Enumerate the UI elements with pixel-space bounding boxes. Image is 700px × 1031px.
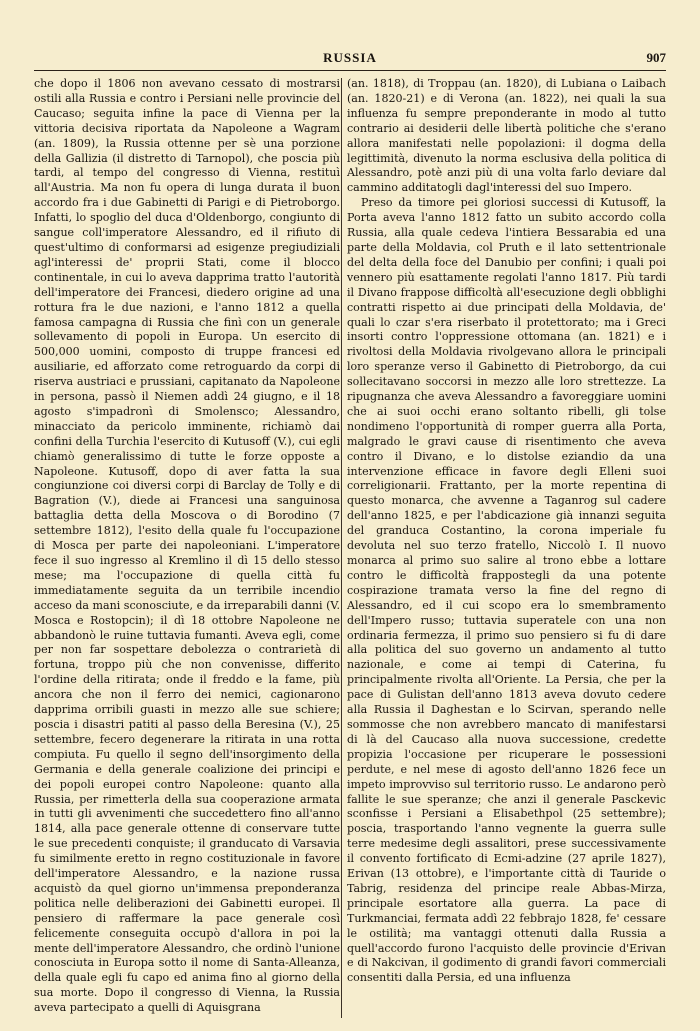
right-paragraph-1: (an. 1818), di Troppau (an. 1820), di Lubiana o Laibach (an. 1820-21) e di Verona (an. 1822), nei quali la sua influenza fu sempre preponderante in modo al tutto contrario ai desiderii delle libertà politiche che s'erano allora manifestati nelle popolazioni: il dogma della legittimità, divenuto la norma esclusiva della politica di Alessandro, potè anzi più di una volta farlo deviare dal cammino additatogli dagl'interessi del suo Impero.: [347, 77, 666, 195]
running-head: RUSSIA: [323, 50, 377, 65]
left-paragraph-1: che dopo il 1806 non avevano cessato di mostrarsi ostili alla Russia e contro i Persiani nelle provincie del Caucaso; seguita infine la pace di Vienna per la vittoria decisiva riportata da Napoleone a Wagram (an. 1809), la Russia ottenne per sè una porzione della Gallizia (il distretto di Tarnopol), che poscia più tardi, al tempo del congresso di Vienna, restituì all'Austria. Ma non fu opera di lunga durata il buon accordo fra i due Gabinetti di Parigi e di Pietroborgo. Infatti, lo spoglio del duca d'Oldenborgo, congiunto di sangue coll'imperatore Alessandro, ed il rifiuto di quest'ultimo di conformarsi ad esigenze pregiudiziali agl'interessi de' proprii Stati, come il blocco continentale, in cui lo aveva dapprima tratto l'autorità dell'imperatore dei Francesi, diedero origine ad una rottura fra le due nazioni, e l'anno 1812 a quella famosa campagna di Russia che finì con un generale sollevamento di popoli in Europa. Un esercito di 500,000 uomini, composto di truppe francesi ed ausiliarie, ed afforzato come retroguardo da corpi di riserva austriaci e prussiani, capitanato da Napoleone in persona, passò il Niemen addì 24 giugno, e il 18 agosto s'impadronì di Smolensco; Alessandro, minacciato da pericolo imminente, richiamò dai confini della Turchia l'esercito di Kutusoff (V.), cui egli chiamò generalissimo di tutte le forze opposte a Napoleone. Kutusoff, dopo di aver fatta la sua congiunzione coi diversi corpi di Barclay de Tolly e di Bagration (V.), diede ai Francesi una sanguinosa battaglia detta della Moscova o di Borodino (7 settembre 1812), l'esito della quale fu l'occupazione di Mosca per parte dei napoleoniani. L'imperatore fece il suo ingresso al Kremlino il dì 15 dello stesso mese; ma l'occupazione di quella città fu immediatamente seguita da un terribile incendio acceso da mani sconosciute, e da irreparabili danni (V. Mosca e Rostopcin); il dì 18 ottobre Napoleone ne abbandonò le ruine tuttavia fumanti. Aveva egli, come per non far sospettare debolezza o contrarietà di fortuna, troppo più che non convenisse, differito l'ordine della ritirata; onde il freddo e la fame, più ancora che non il ferro dei nemici, cagionarono dapprima orribili guasti in mezzo alle sue schiere; poscia i disastri patiti al passo della Beresina (V.), 25 settembre, fecero degenerare la ritirata in una rotta compiuta. Fu quello il segno dell'insorgimento della Germania e della generale coalizione dei principi e dei popoli europei contro Napoleone: quanto alla Russia, per rimetterla della sua cooperazione armata in tutti gli avvenimenti che succedettero fino all'anno 1814, alla pace generale ottenne di conservare tutte le sue precedenti conquiste; il granducato di Varsavia fu similmente eretto in regno costituzionale in favore dell'imperatore Alessandro, e la nazione russa acquistò da quel giorno un'immensa preponderanza politica nelle deliberazioni dei Gabinetti europei. Il pensiero di raffermare la pace generale così felicemente conseguita occupò d'allora in poi la mente dell'imperatore Alessandro, che ordinò l'unione conosciuta in Europa sotto il nome di Santa-Alleanza, della quale egli fu capo ed anima fino al giorno della sua morte. Dopo il congresso di Vienna, la Russia aveva partecipato a quelli di Aquisgrana: [34, 77, 340, 1015]
column-divider: [341, 78, 342, 1018]
page-number: 907: [646, 50, 666, 65]
right-column: [347, 77, 666, 986]
page-header: [34, 48, 666, 68]
right-paragraph-2: Preso da timore pei gloriosi successi di Kutusoff, la Porta aveva l'anno 1812 fatto un subito accordo colla Russia, alla quale cedeva l'intiera Bessarabia ed una parte della Moldavia, col Pruth e il lato settentrionale del delta della foce del Danubio per confini; i quali poi vennero più esattamente regolati l'anno 1817. Più tardi il Divano frappose difficoltà all'esecuzione degli obblighi contratti rispetto ai due principati della Moldavia, de' quali lo czar s'era riserbato il protettorato; ma i Greci insorti contro l'oppressione ottomana (an. 1821) e i rivoltosi della Moldavia rivolgevano allora le principali loro speranze verso il Gabinetto di Pietroborgo, da cui sollecitavano soccorsi in mezzo alle loro strettezze. La ripugnanza che aveva Alessandro a favoreggiare uomini che ai suoi occhi erano soltanto ribelli, gli tolse nondimeno l'opportunità di romper guerra alla Porta, malgrado le gravi cause di risentimento che aveva contro il Divano, e lo distolse eziandio da una intervenzione efficace in favore degli Elleni suoi correligionarii. Frattanto, per la morte repentina di questo monarca, che avvenne a Taganrog sul cadere dell'anno 1825, e per l'abdicazione già innanzi seguita del granduca Costantino, la corona imperiale fu devoluta nel suo terzo fratello, Niccolò I. Il nuovo monarca al primo suo salire al trono ebbe a lottare contro le difficoltà frappostegli da una potente cospirazione tramata verso la fine del regno di Alessandro, ed il cui scopo era lo smembramento dell'Impero russo; tuttavia superatele con una non ordinaria fermezza, il primo suo pensiero si fu di dare alla politica del suo governo un andamento al tutto nazionale, e come ai tempi di Caterina, fu principalmente rivolta all'Oriente. La Persia, che per la pace di Gulistan dell'anno 1813 aveva dovuto cedere alla Russia il Daghestan e lo Scirvan, sperando nelle sommosse che non avrebbero mancato di manifestarsi di là del Caucaso alla nuova successione, credette propizia l'occasione per ricuperare le possessioni perdute, e nel mese di agosto dell'anno 1826 fece un impeto improvviso sul territorio russo. Le andarono però fallite le sue speranze; che anzi il generale Pasckevic sconfisse i Persiani a Elisabethpol (25 settembre); poscia, trasportando l'anno vegnente la guerra sulle terre medesime degli assalitori, prese successivamente il convento fortificato di Ecmi-adzine (27 aprile 1827), Erivan (13 ottobre), e l'importante città di Tauride o Tabrig, residenza del principe reale Abbas-Mirza, principale esortatore alla guerra. La pace di Turkmanciai, fermata addì 22 febbrajo 1828, fe' cessare le ostilità; ma vantaggi ottenuti dalla Russia a quell'accordo furono l'acquisto delle provincie d'Erivan e di Nakcivan, il godimento di grandi favori commerciali consentiti dalla Persia, ed una influenza: [347, 196, 666, 985]
header-rule: [34, 70, 666, 71]
left-column: [34, 77, 340, 1016]
